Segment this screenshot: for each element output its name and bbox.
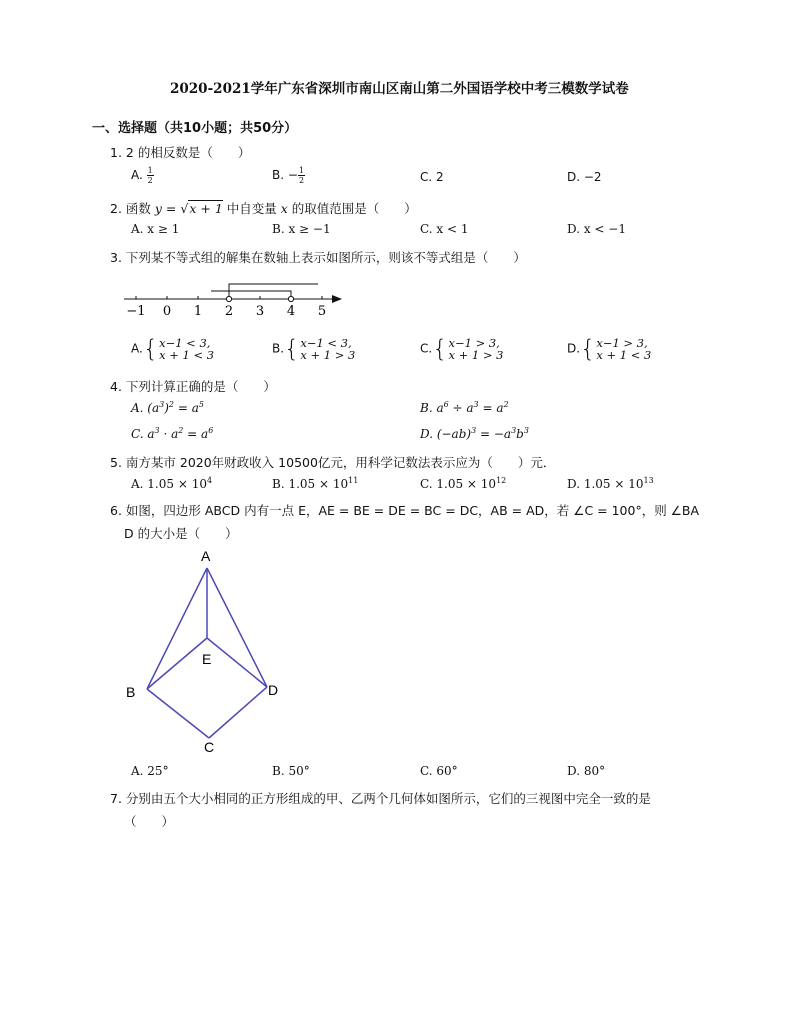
option-label: B. [272,341,285,356]
variable-y: y [154,201,162,216]
label-d: D [268,682,279,698]
brace-icon: { [432,335,448,363]
exponent: 5 [198,400,204,409]
solution-bracket-right [211,291,291,299]
open-point-4 [288,296,293,301]
question-5-stem: 5. 南方某市 2020年财政收入 10500亿元，用科学记数法表示应为（ ）元． [110,455,556,470]
axis-tick-label: 1 [193,304,203,319]
option-label: A. [131,341,143,356]
exponent: 12 [496,476,507,485]
question-4-option-b[interactable] [420,400,509,415]
question-2-option-c[interactable]: C. x < 1 [420,222,469,236]
system-line-1: x−1 < 3, [300,336,352,350]
question-3-option-b[interactable] [272,337,355,361]
axis-tick-label: −1 [126,304,146,319]
question-6-stem-line-1: 6. 如图，四边形 ABCD 内有一点 E，AE = BE = DE = BC = DC，AB = AD，若 ∠C = 100°，则 ∠BA [110,503,700,518]
radicand: x + 1 [189,201,223,216]
system-line-2: x + 1 > 3 [300,348,356,362]
question-7-stem-line-2: （ ） [124,814,175,829]
question-2-option-d[interactable]: D. x < −1 [567,222,626,236]
system-line-1: x−1 < 3, [159,336,211,350]
equals-sqrt: = √ [161,201,189,216]
question-5-option-d[interactable] [567,476,654,491]
exponent: 3 [154,426,160,435]
segment-dc [209,687,267,738]
expr: A. (a [131,401,160,415]
question-1-stem: 1. 2 的相反数是（ ） [110,145,251,160]
expr: = −a [476,427,512,441]
question-6-stem-line-2: D 的大小是（ ） [124,526,238,541]
expr: = a [183,427,209,441]
segment-eb [147,638,207,689]
system-line-2: x + 1 > 3 [448,348,504,362]
question-7-stem-line-1: 7. 分别由五个大小相同的正方形组成的甲、乙两个几何体如图所示，它们的三视图中完全一致的是 [110,791,651,806]
expr: C. a [131,427,155,441]
expr: = a [478,401,504,415]
option-label: D. [567,341,581,356]
exponent: 2 [503,400,509,409]
exponent: 3 [511,426,517,435]
question-5-option-a[interactable] [131,476,212,491]
question-3-option-a[interactable] [131,337,214,361]
expr: · a [159,427,179,441]
expr: C. 1.05 × 10 [420,477,497,491]
label-b: B [126,684,136,700]
exponent: 3 [471,426,477,435]
label-a: A [201,548,211,564]
system-line-2: x + 1 < 3 [596,348,652,362]
question-6-option-d[interactable]: D. 80° [567,764,606,778]
axis-tick-labels [126,304,326,319]
expr: b [516,427,524,441]
option-label: B. [272,168,285,182]
exponent: 6 [443,400,449,409]
number-line-figure [118,268,354,324]
axis-tick-label: 4 [286,304,296,319]
question-1-option-b[interactable] [272,166,305,185]
axis-arrow-icon [332,295,342,303]
stem-text: 的取值范围是（ ） [287,201,417,216]
question-6-option-a[interactable]: A. 25° [131,764,169,778]
fraction-numerator: 1 [147,166,153,175]
expr: A. 1.05 × 10 [131,477,207,491]
option-label: A. [131,168,143,182]
question-3-stem: 3. 下列某不等式组的解集在数轴上表示如图所示，则该不等式组是（ ） [110,250,526,265]
question-4-option-c[interactable] [131,426,213,441]
fraction-denominator: 2 [147,176,153,185]
axis-tick-label: 0 [162,304,172,319]
segment-ed [207,638,267,687]
question-2-option-b[interactable]: B. x ≥ −1 [272,222,331,236]
exponent: 13 [643,476,654,485]
stem-text: 2. 函数 [110,201,151,216]
question-4-option-d[interactable] [420,426,529,441]
expr: B. 1.05 × 10 [272,477,349,491]
brace-icon: { [580,335,596,363]
question-3-option-d[interactable] [567,337,651,361]
system-line-1: x−1 > 3, [448,336,500,350]
page-title: 2020-2021学年广东省深圳市南山区南山第二外国语学校中考三模数学试卷 [170,81,629,97]
exponent: 4 [206,476,213,485]
segment-ab [147,568,207,689]
axis-tick-label: 3 [255,304,265,319]
quadrilateral-figure [120,545,300,760]
question-2-stem [110,199,417,217]
question-3-option-c[interactable] [420,337,504,361]
question-1-option-d[interactable]: D. −2 [567,170,602,184]
segment-ad [207,568,267,687]
question-1-option-c[interactable]: C. 2 [420,170,444,184]
question-1-option-a[interactable] [131,166,154,185]
question-6-option-c[interactable]: C. 60° [420,764,458,778]
exponent: 6 [208,426,214,435]
stem-text: 中自变量 [222,201,281,216]
segment-bc [147,689,209,738]
exponent: 11 [348,476,359,485]
question-5-option-b[interactable] [272,476,358,491]
question-6-option-b[interactable]: B. 50° [272,764,310,778]
exponent: 3 [159,400,165,409]
expr: ) [164,401,169,415]
exponent: 3 [523,426,529,435]
question-4-option-a[interactable] [131,400,204,415]
minus-sign: − [287,168,298,182]
fraction-denominator: 2 [298,176,305,185]
axis-tick-label: 5 [317,304,327,319]
expr: D. (−ab) [420,427,472,441]
expr: B. a [420,401,444,415]
system-line-1: x−1 > 3, [596,336,648,350]
expr: ÷ a [448,401,474,415]
fraction-numerator: 1 [298,166,305,175]
expr: D. 1.05 × 10 [567,477,644,491]
system-line-2: x + 1 < 3 [159,348,215,362]
exponent: 3 [473,400,479,409]
axis-tick-label: 2 [224,304,234,319]
label-e: E [202,651,212,667]
exponent: 2 [168,400,175,409]
question-4-stem: 4. 下列计算正确的是（ ） [110,379,276,394]
option-label: C. [420,341,433,356]
exponent: 2 [178,426,184,435]
variable-x: x [280,201,288,216]
open-point-2 [226,296,231,301]
question-2-option-a[interactable]: A. x ≥ 1 [131,222,180,236]
brace-icon: { [142,335,159,363]
brace-icon: { [284,335,300,363]
section-heading: 一、选择题（共10小题；共50分） [92,121,298,136]
label-c: C [204,739,215,755]
question-5-option-c[interactable] [420,476,506,491]
expr: = a [174,401,199,415]
